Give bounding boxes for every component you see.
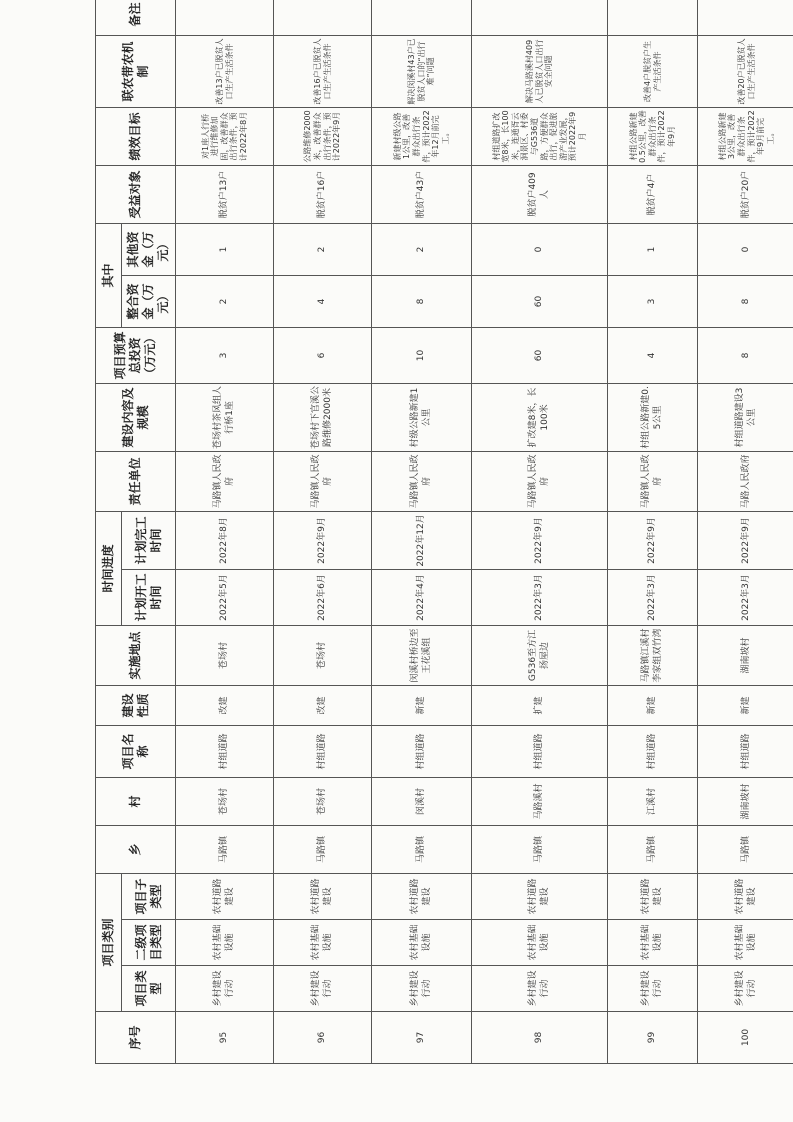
- project-table-sheet: [95, 2, 793, 1064]
- header-location: 实施地点: [96, 626, 176, 686]
- cell-mechanism: 解决马路溪村409人已脱贫人口出行安全问题: [472, 35, 608, 107]
- cell-seq: 96: [274, 1012, 372, 1064]
- cell-beneficiary: 脱贫户13户: [176, 165, 274, 223]
- cell-fund2: 2: [372, 223, 472, 275]
- cell-start: 2022年6月: [274, 570, 372, 626]
- cell-township: 马路镇: [274, 826, 372, 874]
- cell-location: 马路镇江溪村李家组双竹湾: [608, 626, 698, 686]
- cell-seq: 98: [472, 1012, 608, 1064]
- header-fund2: 其他资金（万元）: [122, 223, 176, 275]
- cell-goal: 对1座人行桥进行维修加固，改善群众出行条件，预计2022年8月: [176, 107, 274, 165]
- cell-cat3: 农村道路建设: [372, 874, 472, 920]
- cell-unit: 马路镇人民政府: [608, 451, 698, 511]
- cell-beneficiary: 脱贫户20户: [698, 165, 793, 223]
- cell-start: 2022年4月: [372, 570, 472, 626]
- table-row: [372, 0, 472, 1064]
- cell-name: 村组道路: [472, 726, 608, 778]
- header-beneficiary: 受益对象: [96, 165, 176, 223]
- cell-unit: 马路镇人民政府: [274, 451, 372, 511]
- cell-cat1: 乡村建设行动: [608, 966, 698, 1012]
- cell-township: 马路镇: [176, 826, 274, 874]
- header-start: 计划开工时间: [122, 570, 176, 626]
- cell-township: 马路镇: [608, 826, 698, 874]
- cell-seq: 97: [372, 1012, 472, 1064]
- cell-township: 马路镇: [698, 826, 793, 874]
- cell-remark: [698, 0, 793, 35]
- cell-name: 村组道路: [176, 726, 274, 778]
- cell-location: 苍场村: [274, 626, 372, 686]
- cell-seq: 95: [176, 1012, 274, 1064]
- cell-budget: 8: [698, 327, 793, 383]
- header-township: 乡: [96, 826, 176, 874]
- cell-remark: [608, 0, 698, 35]
- cell-nature: 新建: [608, 686, 698, 726]
- cell-cat3: 农村道路建设: [274, 874, 372, 920]
- cell-content: 苍场村茶风组人行桥1座: [176, 383, 274, 451]
- cell-cat1: 乡村建设行动: [176, 966, 274, 1012]
- header-of-which: 其中: [96, 223, 122, 327]
- cell-cat2: 农村基础设施: [176, 920, 274, 966]
- cell-goal: 村组公路新建3公里，改善群众出行条件，预计2022年9月前完工。: [698, 107, 793, 165]
- cell-start: 2022年3月: [698, 570, 793, 626]
- cell-end: 2022年8月: [176, 511, 274, 569]
- cell-cat2: 农村基础设施: [608, 920, 698, 966]
- cell-content: 村级公路新建1公里: [372, 383, 472, 451]
- cell-cat2: 农村基础设施: [472, 920, 608, 966]
- cell-content: 苍场村下官溪公路维修2000米: [274, 383, 372, 451]
- table-row: [698, 0, 793, 1064]
- cell-budget: 6: [274, 327, 372, 383]
- cell-location: 闵溪村桥边至王花溪组: [372, 626, 472, 686]
- cell-township: 马路镇: [472, 826, 608, 874]
- cell-fund1: 8: [372, 275, 472, 327]
- cell-mechanism: 解决闵溪村43户已脱贫人口的“出行难”问题: [372, 35, 472, 107]
- cell-cat3: 农村道路建设: [698, 874, 793, 920]
- cell-mechanism: 改善20户已脱贫人口生产生活条件: [698, 35, 793, 107]
- table-row: [472, 0, 608, 1064]
- cell-budget: 60: [472, 327, 608, 383]
- cell-goal: 村组公路新建0.5公里，改善群众出行条件，预计2022年9月: [608, 107, 698, 165]
- header-unit: 责任单位: [96, 451, 176, 511]
- cell-village: 苍场村: [176, 778, 274, 826]
- cell-remark: [472, 0, 608, 35]
- header-cat2: 二级项目类型: [122, 920, 176, 966]
- cell-name: 村组道路: [274, 726, 372, 778]
- header-village: 村: [96, 778, 176, 826]
- cell-fund2: 1: [176, 223, 274, 275]
- cell-location: 湖南坡村: [698, 626, 793, 686]
- cell-end: 2022年9月: [472, 511, 608, 569]
- header-fund1: 整合资金（万元）: [122, 275, 176, 327]
- cell-village: 苍场村: [274, 778, 372, 826]
- header-budget: 项目预算总投资（万元）: [96, 327, 176, 383]
- cell-fund2: 0: [472, 223, 608, 275]
- cell-content: 村组道路建设3公里: [698, 383, 793, 451]
- cell-end: 2022年9月: [274, 511, 372, 569]
- header-name: 项目名称: [96, 726, 176, 778]
- cell-cat1: 乡村建设行动: [698, 966, 793, 1012]
- cell-name: 村组道路: [372, 726, 472, 778]
- table-row: [608, 0, 698, 1064]
- cell-cat3: 农村道路建设: [176, 874, 274, 920]
- cell-content: 扩改建8米，长100米: [472, 383, 608, 451]
- cell-cat2: 农村基础设施: [698, 920, 793, 966]
- cell-cat3: 农村道路建设: [472, 874, 608, 920]
- cell-township: 马路镇: [372, 826, 472, 874]
- cell-remark: [372, 0, 472, 35]
- header-end: 计划完工时间: [122, 511, 176, 569]
- table-row: [176, 0, 274, 1064]
- cell-beneficiary: 脱贫户16户: [274, 165, 372, 223]
- cell-fund2: 0: [698, 223, 793, 275]
- cell-mechanism: 改善16户已脱贫人口生产生活条件: [274, 35, 372, 107]
- cell-nature: 扩建: [472, 686, 608, 726]
- cell-budget: 4: [608, 327, 698, 383]
- cell-mechanism: 改善4户脱贫户生产生活条件: [608, 35, 698, 107]
- cell-start: 2022年3月: [608, 570, 698, 626]
- header-nature: 建设性质: [96, 686, 176, 726]
- header-mechanism: 联农带农机制: [96, 35, 176, 107]
- cell-fund1: 60: [472, 275, 608, 327]
- cell-seq: 99: [608, 1012, 698, 1064]
- cell-start: 2022年3月: [472, 570, 608, 626]
- cell-cat2: 农村基础设施: [274, 920, 372, 966]
- cell-beneficiary: 脱贫户4户: [608, 165, 698, 223]
- cell-budget: 3: [176, 327, 274, 383]
- cell-fund1: 2: [176, 275, 274, 327]
- cell-end: 2022年9月: [608, 511, 698, 569]
- header-category: 项目类别: [96, 874, 122, 1012]
- table-row: [274, 0, 372, 1064]
- cell-beneficiary: 脱贫户409人: [472, 165, 608, 223]
- header-seq: 序号: [96, 1012, 176, 1064]
- cell-cat1: 乡村建设行动: [274, 966, 372, 1012]
- cell-seq: 100: [698, 1012, 793, 1064]
- project-table: [95, 0, 793, 1064]
- cell-unit: 马路镇人民政府: [372, 451, 472, 511]
- cell-fund2: 1: [608, 223, 698, 275]
- cell-fund1: 3: [608, 275, 698, 327]
- cell-location: G536至方江扬屋边: [472, 626, 608, 686]
- cell-cat2: 农村基础设施: [372, 920, 472, 966]
- cell-unit: 马路镇人民政府: [472, 451, 608, 511]
- cell-fund1: 8: [698, 275, 793, 327]
- cell-location: 苍场村: [176, 626, 274, 686]
- cell-name: 村组道路: [608, 726, 698, 778]
- cell-goal: 新建村级公路1公里，改善群众出行条件，预计2022年12月前完工。: [372, 107, 472, 165]
- cell-name: 村组道路: [698, 726, 793, 778]
- cell-beneficiary: 脱贫户43户: [372, 165, 472, 223]
- header-goal: 绩效目标: [96, 107, 176, 165]
- header-cat1: 项目类型: [122, 966, 176, 1012]
- cell-cat3: 农村道路建设: [608, 874, 698, 920]
- cell-content: 村组公路新建0.5公里: [608, 383, 698, 451]
- cell-nature: 改建: [176, 686, 274, 726]
- cell-goal: 村组道路扩改宽8米，长100米，连通胥云洞景区、村委与G536道路，方便群众出行，促进旅游产业发展，预计2022年9月: [472, 107, 608, 165]
- cell-remark: [176, 0, 274, 35]
- cell-mechanism: 改善13户已脱贫人口生产生活条件: [176, 35, 274, 107]
- header-remark: 备注: [96, 0, 176, 35]
- cell-cat1: 乡村建设行动: [472, 966, 608, 1012]
- cell-goal: 公路维修2000米，改善群众出行条件，预计2022年9月: [274, 107, 372, 165]
- header-cat3: 项目子类型: [122, 874, 176, 920]
- cell-village: 湖南坡村: [698, 778, 793, 826]
- header-content: 建设内容及规模: [96, 383, 176, 451]
- cell-start: 2022年5月: [176, 570, 274, 626]
- cell-remark: [274, 0, 372, 35]
- cell-nature: 新建: [698, 686, 793, 726]
- cell-village: 江溪村: [608, 778, 698, 826]
- cell-unit: 马路镇人民政府: [176, 451, 274, 511]
- header-schedule: 时间进度: [96, 511, 122, 625]
- cell-fund1: 4: [274, 275, 372, 327]
- cell-nature: 新建: [372, 686, 472, 726]
- cell-village: 马路溪村: [472, 778, 608, 826]
- cell-end: 2022年9月: [698, 511, 793, 569]
- cell-end: 2022年12月: [372, 511, 472, 569]
- cell-unit: 马路人民政府: [698, 451, 793, 511]
- cell-village: 闵溪村: [372, 778, 472, 826]
- cell-fund2: 2: [274, 223, 372, 275]
- cell-cat1: 乡村建设行动: [372, 966, 472, 1012]
- cell-budget: 10: [372, 327, 472, 383]
- cell-nature: 改建: [274, 686, 372, 726]
